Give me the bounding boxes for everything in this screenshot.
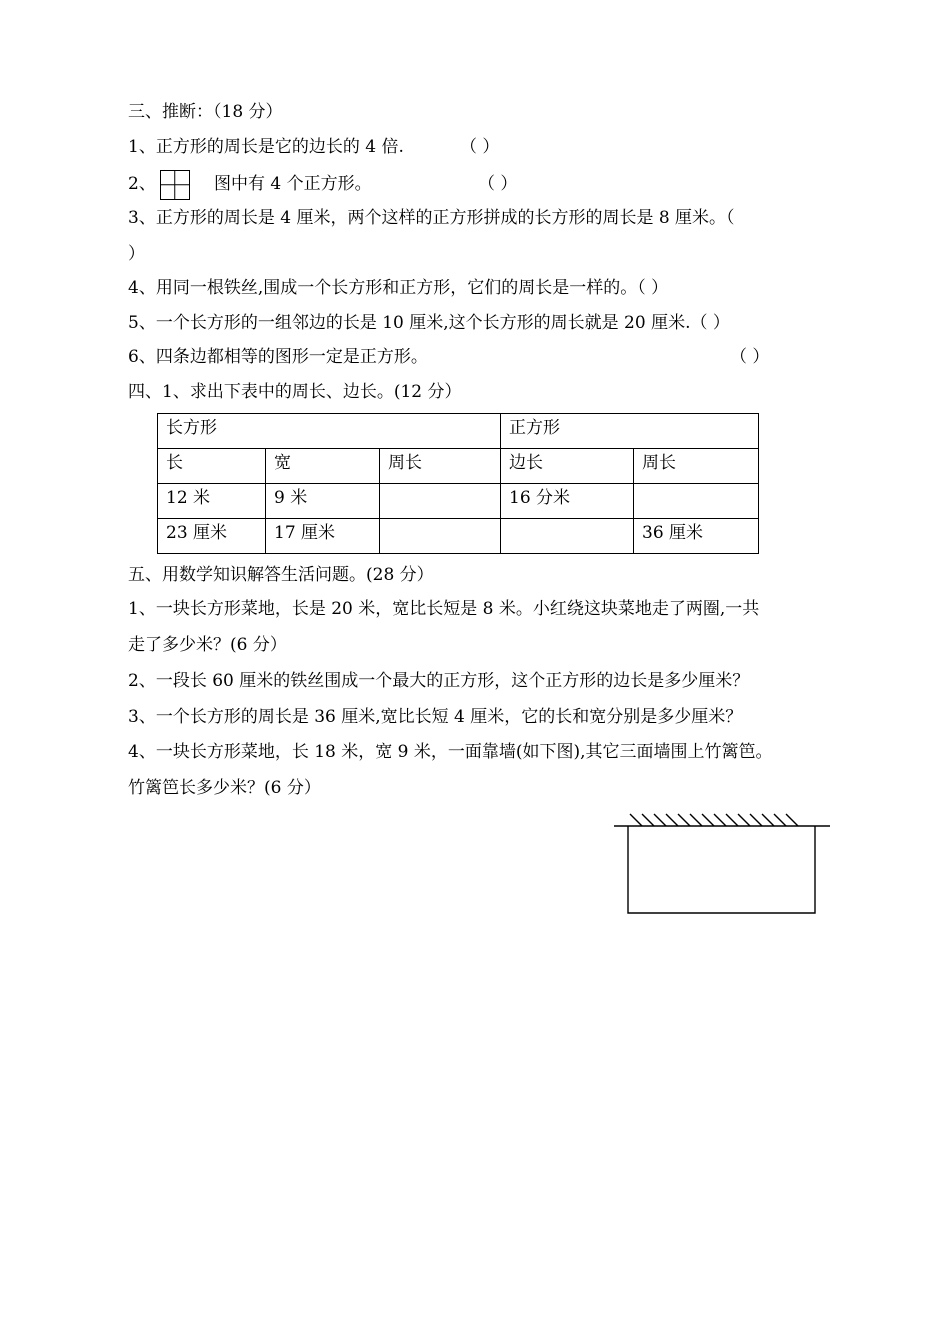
table-cell: 12 米 [158, 484, 266, 519]
table-cell: 17 厘米 [266, 519, 380, 554]
col-header-side: 边长 [501, 449, 634, 484]
garden-wall-diagram [612, 812, 834, 918]
problem-2: 2、一段长 60 厘米的铁丝围成一个最大的正方形，这个正方形的边长是多少厘米？ [128, 671, 750, 691]
judgement-item-3-paren-close: ） [128, 244, 145, 264]
judgement-item-2-number: 2、 [128, 174, 156, 194]
problem-1-line-2: 走了多少米？(6 分） [128, 635, 287, 655]
col-header-rect-perimeter: 周长 [380, 449, 501, 484]
judgement-item-3: 3、正方形的周长是 4 厘米，两个这样的正方形拼成的长方形的周长是 8 厘米。（ [128, 208, 735, 228]
answer-paren-6: （ ） [730, 347, 770, 367]
four-square-grid-icon [160, 170, 190, 200]
square-header: 正方形 [501, 414, 759, 449]
section4-heading: 四、1、求出下表中的周长、边长。(12 分） [128, 382, 462, 402]
table-group-header-row [158, 414, 759, 449]
table-cell [380, 519, 501, 554]
answer-paren-1: （ ） [460, 137, 500, 157]
fence-rectangle [628, 826, 815, 913]
table-column-header-row [158, 449, 759, 484]
section5-heading: 五、用数学知识解答生活问题。(28 分） [128, 565, 434, 585]
table-cell [501, 519, 634, 554]
judgement-item-1: 1、正方形的周长是它的边长的 4 倍. [128, 137, 404, 157]
table-cell [634, 484, 759, 519]
answer-paren-2: （ ） [478, 174, 518, 194]
problem-1-line-1: 1、一块长方形菜地，长是 20 米，宽比长短是 8 米。小红绕这块菜地走了两圈,一共 [128, 599, 760, 619]
col-header-square-perimeter: 周长 [634, 449, 759, 484]
problem-4-line-2: 竹篱笆长多少米？(6 分） [128, 778, 321, 798]
section3-heading: 三、推断：（18 分） [128, 102, 283, 122]
table-row [158, 484, 759, 519]
perimeter-table [157, 413, 759, 554]
table-row [158, 519, 759, 554]
wall-hatching [630, 814, 798, 826]
table-cell: 36 厘米 [634, 519, 759, 554]
judgement-item-2: 图中有 4 个正方形。 [214, 174, 372, 194]
table-cell: 16 分米 [501, 484, 634, 519]
col-header-width: 宽 [266, 449, 380, 484]
problem-4-line-1: 4、一块长方形菜地，长 18 米，宽 9 米，一面靠墙(如下图),其它三面墙围上竹篱笆。 [128, 742, 773, 762]
problem-3: 3、一个长方形的周长是 36 厘米,宽比长短 4 厘米，它的长和宽分别是多少厘米？ [128, 707, 743, 727]
rectangle-header: 长方形 [158, 414, 501, 449]
judgement-item-4: 4、用同一根铁丝,围成一个长方形和正方形，它们的周长是一样的。（ ） [128, 278, 669, 298]
table-cell: 9 米 [266, 484, 380, 519]
judgement-item-5: 5、一个长方形的一组邻边的长是 10 厘米,这个长方形的周长就是 20 厘米.（ ） [128, 313, 730, 333]
judgement-item-6: 6、四条边都相等的图形一定是正方形。 [128, 347, 428, 367]
col-header-length: 长 [158, 449, 266, 484]
table-cell: 23 厘米 [158, 519, 266, 554]
table-cell [380, 484, 501, 519]
